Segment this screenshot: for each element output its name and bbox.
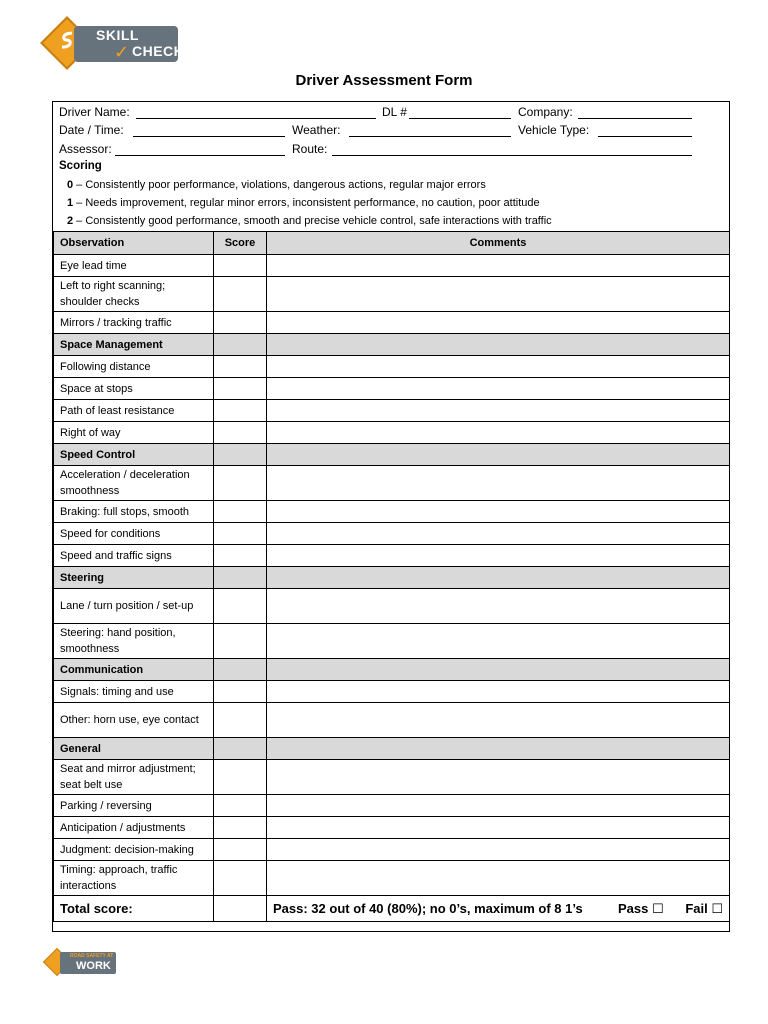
score-cell[interactable]: [214, 466, 267, 501]
table-row: [54, 356, 730, 378]
observation-label: Braking: full stops, smooth: [54, 501, 214, 523]
column-header-score: Score: [214, 232, 267, 255]
score-cell[interactable]: [214, 589, 267, 624]
pass-criteria: [267, 896, 730, 922]
score-cell: [214, 444, 267, 466]
section-label: Space Management: [54, 334, 214, 356]
score-cell[interactable]: [214, 277, 267, 312]
score-cell[interactable]: [214, 861, 267, 896]
comments-cell: [267, 659, 730, 681]
table-row: [54, 312, 730, 334]
table-row: [54, 624, 730, 659]
observation-label: Mirrors / tracking traffic: [54, 312, 214, 334]
table-row: [54, 466, 730, 501]
observation-label: Eye lead time: [54, 255, 214, 277]
weather-label: Weather:: [292, 123, 341, 137]
comments-cell[interactable]: [267, 422, 730, 444]
observation-table: [53, 231, 730, 922]
logo-line2: CHECK: [132, 43, 185, 59]
comments-cell: [267, 334, 730, 356]
footer-logo-line2: WORK: [76, 960, 111, 972]
comments-cell[interactable]: [267, 378, 730, 400]
section-row: [54, 334, 730, 356]
table-row: [54, 817, 730, 839]
table-row: [54, 861, 730, 896]
observation-label: Signals: timing and use: [54, 681, 214, 703]
route-field[interactable]: [332, 155, 692, 156]
comments-cell[interactable]: [267, 312, 730, 334]
comments-cell[interactable]: [267, 501, 730, 523]
table-row: [54, 589, 730, 624]
score-cell[interactable]: [214, 703, 267, 738]
assessor-label: Assessor:: [59, 142, 112, 156]
logo-line1: SKILL: [96, 27, 139, 43]
observation-label: Left to right scanning; shoulder checks: [54, 277, 214, 312]
observation-label: Steering: hand position, smoothness: [54, 624, 214, 659]
checkmark-icon: ✓: [114, 42, 130, 62]
score-cell[interactable]: [214, 523, 267, 545]
weather-field[interactable]: [349, 136, 511, 137]
table-row: [54, 681, 730, 703]
comments-cell[interactable]: [267, 277, 730, 312]
table-row: [54, 422, 730, 444]
comments-cell[interactable]: [267, 255, 730, 277]
scoring-item-2: 2 – Consistently good performance, smooth and precise vehicle control, safe interactions with traffic: [67, 215, 552, 227]
comments-cell: [267, 567, 730, 589]
section-row: [54, 567, 730, 589]
vehicle-type-field[interactable]: [598, 136, 692, 137]
fail-checkbox[interactable]: Fail ☐: [685, 900, 723, 916]
score-cell: [214, 659, 267, 681]
section-label: General: [54, 738, 214, 760]
company-label: Company:: [518, 105, 573, 119]
comments-cell[interactable]: [267, 839, 730, 861]
score-cell[interactable]: [214, 795, 267, 817]
comments-cell[interactable]: [267, 703, 730, 738]
skill-check-logo: [44, 18, 184, 70]
comments-cell[interactable]: [267, 545, 730, 567]
driver-name-field[interactable]: [136, 118, 376, 119]
scoring-item-1: 1 – Needs improvement, regular minor errors, inconsistent performance, no caution, poor attitude: [67, 197, 540, 209]
score-cell[interactable]: [214, 501, 267, 523]
road-safety-at-work-logo: [44, 946, 118, 978]
comments-cell[interactable]: [267, 356, 730, 378]
score-cell[interactable]: [214, 839, 267, 861]
driver-name-label: Driver Name:: [59, 105, 130, 119]
date-time-label: Date / Time:: [59, 123, 124, 137]
score-cell[interactable]: [214, 400, 267, 422]
total-score-cell[interactable]: [214, 896, 267, 922]
dl-label: DL #: [382, 105, 407, 119]
observation-label: Speed for conditions: [54, 523, 214, 545]
score-cell: [214, 334, 267, 356]
table-row: [54, 378, 730, 400]
assessor-field[interactable]: [115, 155, 285, 156]
assessment-form: [52, 101, 730, 932]
section-label: Steering: [54, 567, 214, 589]
table-row: [54, 760, 730, 795]
score-cell[interactable]: [214, 817, 267, 839]
table-row: [54, 501, 730, 523]
observation-label: Seat and mirror adjustment; seat belt use: [54, 760, 214, 795]
comments-cell: [267, 444, 730, 466]
comments-cell[interactable]: [267, 589, 730, 624]
scoring-item-0: 0 – Consistently poor performance, violations, dangerous actions, regular major errors: [67, 179, 486, 191]
table-row: [54, 795, 730, 817]
score-cell[interactable]: [214, 760, 267, 795]
section-label: Speed Control: [54, 444, 214, 466]
comments-cell[interactable]: [267, 466, 730, 501]
observation-label: Anticipation / adjustments: [54, 817, 214, 839]
column-header-observation: Observation: [54, 232, 214, 255]
comments-cell[interactable]: [267, 681, 730, 703]
score-cell[interactable]: [214, 681, 267, 703]
page-title: Driver Assessment Form: [295, 72, 473, 89]
date-time-field[interactable]: [133, 136, 285, 137]
comments-cell[interactable]: [267, 523, 730, 545]
table-row: [54, 703, 730, 738]
comments-cell[interactable]: [267, 400, 730, 422]
dl-field[interactable]: [409, 118, 511, 119]
footer-logo-line1: ROAD SAFETY AT: [70, 953, 114, 959]
score-cell[interactable]: [214, 312, 267, 334]
route-label: Route:: [292, 142, 328, 156]
observation-label: Parking / reversing: [54, 795, 214, 817]
vehicle-type-label: Vehicle Type:: [518, 123, 590, 137]
section-row: [54, 444, 730, 466]
table-row: [54, 277, 730, 312]
score-cell[interactable]: [214, 545, 267, 567]
score-cell[interactable]: [214, 356, 267, 378]
pass-checkbox[interactable]: Pass ☐: [618, 900, 664, 916]
observation-label: Lane / turn position / set-up: [54, 589, 214, 624]
comments-cell[interactable]: [267, 760, 730, 795]
observation-label: Acceleration / deceleration smoothness: [54, 466, 214, 501]
observation-label: Other: horn use, eye contact: [54, 703, 214, 738]
comments-cell[interactable]: [267, 861, 730, 896]
comments-cell[interactable]: [267, 795, 730, 817]
form-header: [53, 102, 729, 232]
score-cell: [214, 738, 267, 760]
score-cell: [214, 567, 267, 589]
score-cell[interactable]: [214, 624, 267, 659]
total-score-label: Total score:: [54, 896, 214, 922]
table-row: [54, 839, 730, 861]
score-cell[interactable]: [214, 422, 267, 444]
table-row: [54, 545, 730, 567]
score-cell[interactable]: [214, 378, 267, 400]
table-row: [54, 400, 730, 422]
score-cell[interactable]: [214, 255, 267, 277]
table-row: [54, 523, 730, 545]
observation-label: Right of way: [54, 422, 214, 444]
section-label: Communication: [54, 659, 214, 681]
company-field[interactable]: [578, 118, 692, 119]
column-header-comments: Comments: [267, 232, 730, 255]
pass-rule: Pass: 32 out of 40 (80%); no 0’s, maximum of 8 1’s: [273, 900, 583, 916]
scoring-title: Scoring: [59, 160, 102, 172]
table-row: [54, 255, 730, 277]
observation-label: Path of least resistance: [54, 400, 214, 422]
observation-label: Judgment: decision-making: [54, 839, 214, 861]
observation-label: Space at stops: [54, 378, 214, 400]
section-row: [54, 738, 730, 760]
observation-label: Timing: approach, traffic interactions: [54, 861, 214, 896]
observation-label: Following distance: [54, 356, 214, 378]
comments-cell: [267, 738, 730, 760]
observation-label: Speed and traffic signs: [54, 545, 214, 567]
comments-cell[interactable]: [267, 624, 730, 659]
section-row: [54, 659, 730, 681]
comments-cell[interactable]: [267, 817, 730, 839]
